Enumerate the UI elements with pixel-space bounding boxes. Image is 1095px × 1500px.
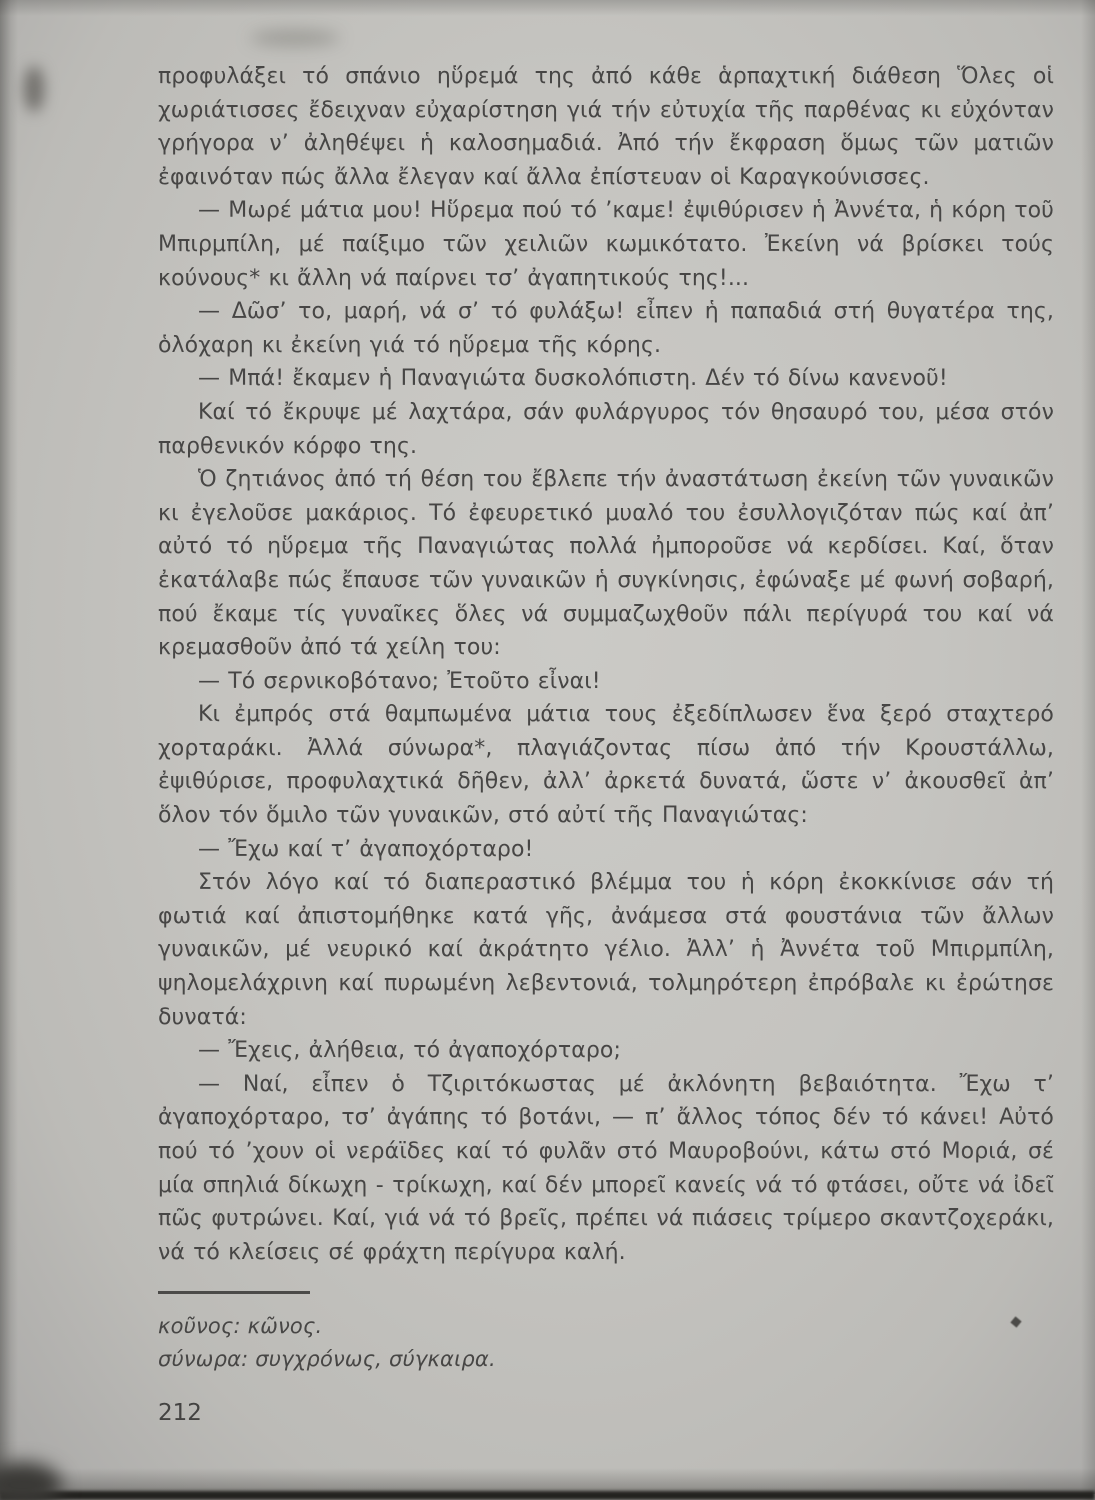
paragraph-dialogue: — Ἔχεις, ἀλήθεια, τό ἀγαποχόρταρο; bbox=[198, 1038, 621, 1064]
scan-smudge-top-left bbox=[24, 66, 44, 112]
paragraph-dialogue: — Τό σερνικοβότανο; Ἐτοῦτο εἶναι! bbox=[198, 668, 601, 694]
paragraph: Ὁ ζητιάνος ἀπό τή θέση του ἔβλεπε τήν ἀναστάτωση ἐκείνη τῶν γυναικῶν κι ἐγελοῦσε μακάριος. Τό ἐφευρετικό μυαλό του ἐσυλλογιζόταν πώς καί ἀπ’ αὐτό τό ηὕρεμα τῆς Παναγιώτας πολλά ἠμποροῦσε νά κερδίσει. Καί, ὅταν ἐκατάλαβε πώς ἔπαυσε τῶν γυναικῶν ἡ συγκίνησις, ἐφώναξε μέ φωνή σοβαρή, πού ἔκαμε τίς γυναῖκες ὅλες νά συμμαζωχθοῦν πάλι περίγυρά του καί νά κρεμασθοῦν ἀπό τά χείλη του: bbox=[158, 467, 1054, 661]
scan-bottom-band bbox=[0, 1491, 1095, 1500]
footnote-line: κοῦνος: κῶνος. bbox=[158, 1314, 323, 1339]
paragraph-dialogue: — Ἔχω καί τ’ ἀγαποχόρταρο! bbox=[198, 836, 534, 862]
paragraph: Καί τό ἔκρυψε μέ λαχτάρα, σάν φυλάργυρος τόν θησαυρό του, μέσα στόν παρθενικόν κόρφο της. bbox=[158, 399, 1054, 459]
scan-blob-bottom-left bbox=[0, 1462, 62, 1500]
paragraph: Στόν λόγο καί τό διαπεραστικό βλέμμα του ἡ κόρη ἐκοκκίνισε σάν τή φωτιά καί ἀπιστομήθηκε κατά γῆς, ἀνάμεσα στά φουστάνια τῶν ἄλλων γυναικῶν, μέ νευρικό καί ἀκράτητο γέλιο. Ἀλλ’ ἡ Ἀννέτα τοῦ Μπιρμπίλη, ψηλομελάχρινη καί πυρωμένη λεβεντονιά, τολμηρότερη ἐπρόβαλε κι ἐρώτησε δυνατά: bbox=[158, 870, 1054, 1030]
paragraph: Κι ἐμπρός στά θαμπωμένα μάτια τους ἐξεδίπλωσεν ἕνα ξερό σταχτερό χορταράκι. Ἀλλά σύνωρα*, πλαγιάζοντας πίσω ἀπό τήν Κρουστάλλω, ἐψιθύρισε, προφυλαχτικά δῆθεν, ἀλλ’ ἀρκετά δυνατά, ὥστε ν’ ἀκουσθεῖ ἀπ’ ὅλον τόν ὅμιλο τῶν γυναικῶν, στό αὐτί τῆς Παναγιώτας: bbox=[158, 702, 1054, 829]
paragraph: προφυλάξει τό σπάνιο ηὕρεμά της ἀπό κάθε ἁρπαχτική διάθεση Ὅλες οἱ χωριάτισσες ἔδειχναν εὐχαρίστηση γιά τήν εὐτυχία τῆς παρθένας κι εὐχόνταν γρήγορα ν’ ἀληθέψει ἡ καλοσημαδιά. Ἀπό τήν ἔκφραση ὅμως τῶν ματιῶν ἐφαινόταν πώς ἄλλα ἔλεγαν καί ἄλλα ἐπίστευαν οἱ Καραγκούνισσες. bbox=[158, 64, 1054, 190]
paragraph-dialogue: — Μωρέ μάτια μου! Ηὕρεμα πού τό ’καμε! ἐψιθύρισεν ἡ Ἀννέτα, ἡ κόρη τοῦ Μπιρμπίλη, μέ παίξιμο τῶν χειλιῶν κωμικότατο. Ἐκείνη νά βρίσκει τούς κούνους* κι ἄλλη νά παίρνει τσ’ ἀγαπητικούς της!... bbox=[158, 198, 1054, 291]
scan-smear-top bbox=[250, 30, 340, 46]
scan-edge-top-shadow bbox=[0, 0, 1095, 16]
footnote-separator bbox=[158, 1291, 310, 1294]
paragraph-dialogue: — Δῶσ’ το, μαρή, νά σ’ τό φυλάξω! εἶπεν ἡ παπαδιά στή θυγατέρα της, ὁλόχαρη κι ἐκείνη γιά τό ηὕρεμα τῆς κόρης. bbox=[158, 299, 1054, 358]
footnotes bbox=[158, 1310, 1054, 1376]
page-body bbox=[158, 60, 1054, 1426]
body-text bbox=[158, 60, 1054, 1269]
footnote-line: σύνωρα: συγχρόνως, σύγκαιρα. bbox=[158, 1347, 496, 1372]
paragraph-dialogue: — Μπά! ἔκαμεν ἡ Παναγιώτα δυσκολόπιστη. Δέν τό δίνω κανενοῦ! bbox=[198, 366, 948, 392]
scan-edge-left-shadow bbox=[0, 0, 18, 1500]
scan-edge-right-shadow bbox=[1081, 0, 1095, 1500]
page-number: 212 bbox=[158, 1400, 202, 1427]
paragraph-dialogue: — Ναί, εἶπεν ὁ Τζιριτόκωστας μέ ἀκλόνητη βεβαιότητα. Ἔχω τ’ ἀγαποχόρταρο, τσ’ ἀγάπης τό βοτάνι, — π’ ἄλλος τόπος δέν τό κάνει! Αὐτό πού τό ’χουν οἱ νεράϊδες καί τό φυλᾶν στό Μαυροβούνι, κάτω στό Μοριά, σέ μία σπηλιά δίκωχη - τρίκωχη, καί δέν μπορεῖ κανείς νά τό φτάσει, οὔτε νά ἰδεῖ πῶς φυτρώνει. Καί, γιά νά τό βρεῖς, πρέπει νά πιάσεις τρίμερο σκαντζοχεράκι, νά τό κλείσεις σέ φράχτη περίγυρα καλή. bbox=[158, 1071, 1054, 1265]
